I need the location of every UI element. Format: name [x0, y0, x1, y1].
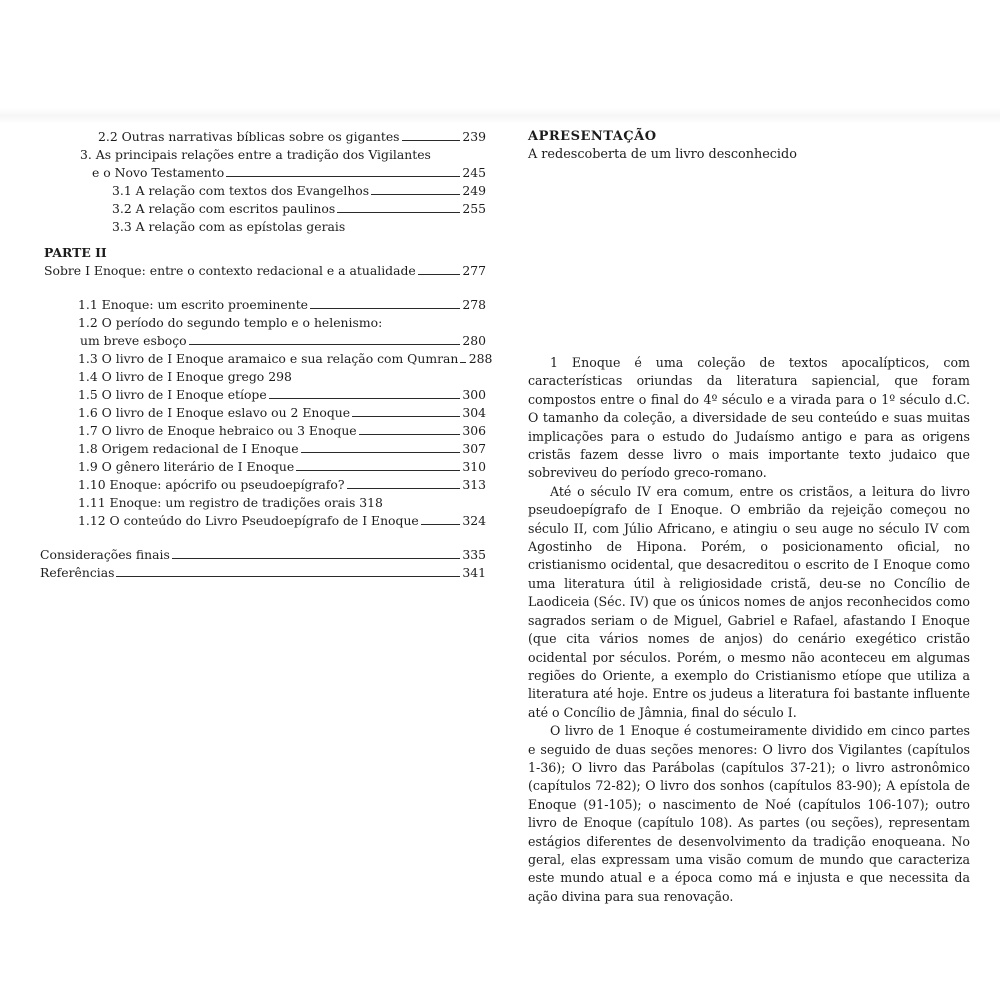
toc-entry-label: 2.2 Outras narrativas bíblicas sobre os gigantes [98, 129, 400, 144]
toc-entry [40, 422, 486, 440]
toc-entry [40, 182, 486, 200]
toc-entry-label: 1.10 Enoque: apócrifo ou pseudoepígrafo? [78, 477, 345, 492]
toc-entry-label: 1.12 O conteúdo do Livro Pseudoepígrafo de I Enoque [78, 513, 419, 528]
table-of-contents [40, 128, 493, 582]
toc-entry-label: 1.5 O livro de I Enoque etíope [78, 387, 267, 402]
toc-entry-label-cont: e o Novo Testamento [92, 165, 225, 180]
toc-entry [40, 512, 486, 530]
toc-leader [359, 434, 460, 435]
toc-entry-label: 1.3 O livro de I Enoque aramaico e sua relação com Qumran [78, 351, 459, 366]
toc-entry [40, 458, 486, 476]
toc-entry [40, 314, 486, 332]
toc-entry-page: 310 [462, 459, 486, 474]
toc-leader [421, 524, 460, 525]
toc-entry-page: 239 [462, 129, 486, 144]
toc-entry-page: 335 [462, 547, 486, 562]
toc-entry [40, 494, 486, 512]
section-subheading: A redescoberta de um livro desconhecido [528, 147, 797, 162]
toc-leader [189, 344, 460, 345]
part-heading [40, 244, 486, 262]
toc-entry [40, 546, 486, 564]
toc-entry-label: 1.11 Enoque: um registro de tradições orais 318 [78, 495, 383, 510]
toc-entry-page: 306 [462, 423, 486, 438]
toc-entry-page: 300 [462, 387, 486, 402]
page-bleed-band [0, 108, 1000, 124]
part-subtitle: Sobre I Enoque: entre o contexto redacional e a atualidade [44, 263, 416, 278]
toc-entry [40, 146, 486, 164]
toc-leader [310, 308, 460, 309]
toc-entry [40, 262, 486, 280]
body-paragraph: Até o século IV era comum, entre os cristãos, a leitura do livro pseudoepígrafo de I Enoque. O embrião da rejeição começou no século II, com Júlio Africano, e atingiu o seu auge no século IV com Agostinho de Hipona. Porém, o posicionamento oficial, no cristianismo ocidental, que desacreditou o escrito de I Enoque como uma literatura útil à religiosidade cristã, deu-se no Concílio de Laodiceia (Séc. IV) que os únicos nomes de anjos reconhecidos como sagrados seriam o de Miguel, Gabriel e Rafael, afastando I Enoque (que cita vários nomes de anjos) do cenário exegético cristão ocidental por séculos. Porém, o mesmo não aconteceu em algumas regiões do Oriente, a exemplo do Cristianismo etíope que utiliza a literatura até hoje. Entre os judeus a literatura foi bastante influente até o Concílio de Jâmnia, final do século I. [528, 483, 970, 720]
toc-entry-label: 1.9 O gênero literário de I Enoque [78, 459, 295, 474]
toc-entry-page: 304 [462, 405, 486, 420]
toc-entry-label: 1.6 O livro de I Enoque eslavo ou 2 Enoque [78, 405, 351, 420]
toc-entry-label: 1.1 Enoque: um escrito proeminente [78, 297, 309, 312]
toc-entry-label: Considerações finais [40, 547, 170, 562]
part-title: PARTE II [44, 245, 107, 260]
toc-entry [40, 164, 486, 182]
toc-entry-label: 3. As principais relações entre a tradição dos Vigilantes [80, 147, 431, 162]
toc-entry-page: 255 [462, 201, 486, 216]
toc-leader [347, 488, 461, 489]
toc-leader [301, 452, 460, 453]
toc-entry [40, 296, 486, 314]
right-page-header [528, 128, 968, 164]
toc-leader [226, 176, 460, 177]
toc-leader [337, 212, 460, 213]
toc-entry-page: 277 [462, 263, 486, 278]
toc-entry [40, 332, 486, 350]
toc-entry [40, 476, 486, 494]
toc-entry [40, 200, 486, 218]
toc-leader [172, 558, 460, 559]
toc-entry [40, 368, 486, 386]
toc-entry [40, 564, 486, 582]
toc-entry [40, 350, 493, 368]
toc-leader [116, 576, 460, 577]
toc-entry [40, 404, 486, 422]
toc-entry-label: 1.2 O período do segundo templo e o helenismo: [78, 315, 383, 330]
toc-entry-label: 3.3 A relação com as epístolas gerais [112, 219, 346, 234]
toc-entry-page: 280 [462, 333, 486, 348]
toc-entry-label: Referências [40, 565, 115, 580]
body-paragraph: O livro de 1 Enoque é costumeiramente dividido em cinco partes e seguido de duas seções menores: O livro dos Vigilantes (capítulos 1-36); O livro das Parábolas (capítulos 37-21); o livro astronômico (capítulos 72-82); O livro dos sonhos (capítulos 83-90); A epístola de Enoque (91-105); o nascimento de Noé (capítulos 106-107); outro livro de Enoque (capítulo 108). As partes (ou seções), representam estágios diferentes de desenvolvimento da tradição enoqueana. No geral, elas expressam uma visão comum de mundo que caracteriza este mundo atual e a época como má e injusta e que necessita da ação divina para sua renovação. [528, 723, 970, 904]
toc-entry-page: 341 [462, 565, 486, 580]
toc-entry-page: 324 [462, 513, 486, 528]
toc-entry [40, 440, 486, 458]
toc-entry-page: 278 [462, 297, 486, 312]
toc-leader [371, 194, 460, 195]
toc-entry-label: 1.8 Origem redacional de I Enoque [78, 441, 299, 456]
toc-entry-label: 3.1 A relação com textos dos Evangelhos [112, 183, 370, 198]
toc-entry-page: 249 [462, 183, 486, 198]
toc-entry-page: 288 [468, 351, 493, 366]
toc-leader [296, 470, 460, 471]
toc-entry-label: 3.2 A relação com escritos paulinos [112, 201, 336, 216]
toc-entry-label-cont: um breve esboço [80, 333, 187, 348]
toc-leader [460, 362, 466, 363]
toc-entry-label: 1.7 O livro de Enoque hebraico ou 3 Enoque [78, 423, 357, 438]
toc-entry [40, 218, 486, 236]
toc-entry-label: 1.4 O livro de I Enoque grego 298 [78, 369, 292, 384]
right-page-body [528, 354, 970, 906]
toc-entry-page: 313 [462, 477, 486, 492]
toc-entry [40, 128, 486, 146]
toc-leader [269, 398, 460, 399]
toc-leader [418, 274, 460, 275]
toc-entry [40, 386, 486, 404]
section-heading: APRESENTAÇÃO [528, 129, 657, 144]
toc-leader [352, 416, 460, 417]
toc-entry-page: 307 [462, 441, 486, 456]
toc-entry-page: 245 [462, 165, 486, 180]
toc-leader [402, 140, 460, 141]
body-paragraph: 1 Enoque é uma coleção de textos apocalípticos, com características oriundas da literatura sapiencial, que foram compostos entre o final do 4º século e a virada para o 1º século d.C. O tamanho da coleção, a diversidade de seu conteúdo e suas muitas implicações para o estudo do Judaísmo antigo e para as origens cristãs fazem desse livro o mais importante texto judaico que sobreviveu do período greco-romano. [528, 355, 970, 481]
